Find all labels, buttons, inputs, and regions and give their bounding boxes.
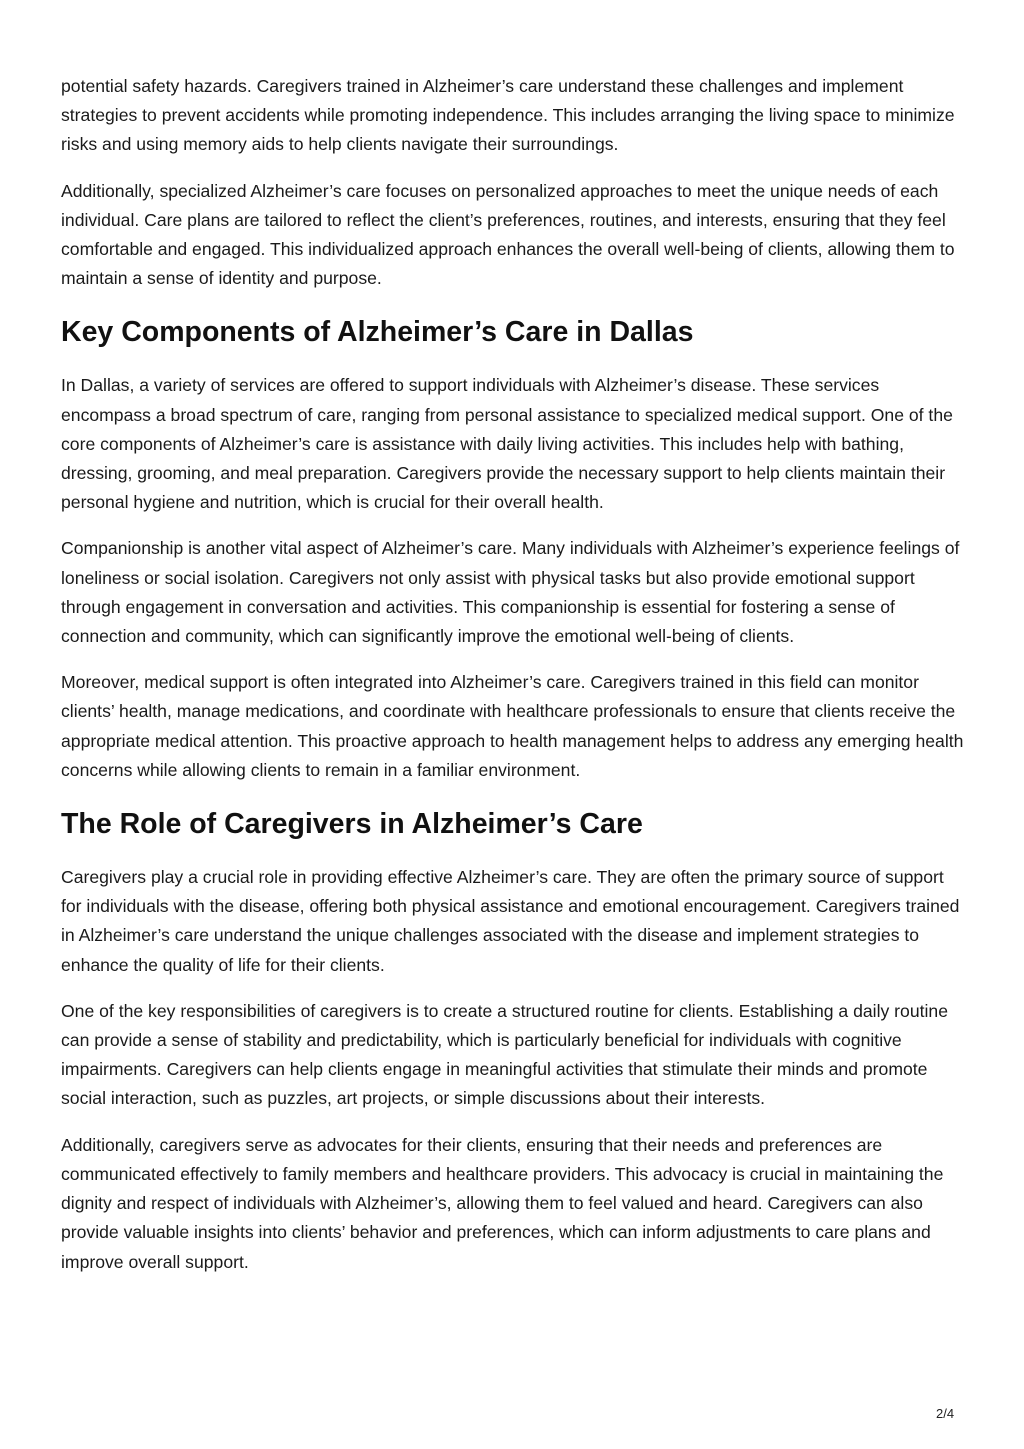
section-paragraph: Caregivers play a crucial role in providing effective Alzheimer’s care. They are often the primary source of support for individuals with the disease, offering both physical assistance and emotional encouragement. Caregivers trained in Alzheimer’s care understand the unique challenges associated with the disease and implement strategies to enhance the quality of life for their clients.: [61, 867, 960, 975]
section-paragraph: One of the key responsibilities of caregivers is to create a structured routine for clients. Establishing a daily routine can provide a sense of stability and predictability, which is particularly beneficial for individuals with cognitive impairments. Caregivers can help clients engage in meaningful activities that stimulate their minds and promote social interaction, such as puzzles, art projects, or simple discussions about their interests.: [61, 1000, 948, 1109]
intro-paragraph: Additionally, specialized Alzheimer’s care focuses on personalized approaches to meet the unique needs of each individual. Care plans are tailored to reflect the client’s preferences, routines, and interests, ensuring that they feel comfortable and engaged. This individualized approach enhances the overall well-being of clients, allowing them to maintain a sense of identity and purpose.: [61, 180, 955, 289]
section-paragraph: Companionship is another vital aspect of Alzheimer’s care. Many individuals with Alzheimer’s experience feelings of loneliness or social isolation. Caregivers not only assist with physical tasks but also provide emotional support through engagement in conversation and activities. This companionship is essential for fostering a sense of connection and community, which can significantly improve the emotional well-being of clients.: [61, 538, 960, 647]
section-key-components: [61, 315, 967, 785]
page-number: 2/4: [936, 1406, 955, 1421]
intro-paragraph: potential safety hazards. Caregivers trained in Alzheimer’s care understand these challenges and implement strategies to prevent accidents while promoting independence. This includes arranging the living space to minimize risks and using memory aids to help clients navigate their surroundings.: [61, 76, 955, 155]
section-heading: Key Components of Alzheimer’s Care in Dallas: [61, 316, 694, 349]
section-paragraph: Moreover, medical support is often integrated into Alzheimer’s care. Caregivers trained in this field can monitor clients’ health, manage medications, and coordinate with healthcare professionals to ensure that clients receive the appropriate medical attention. This proactive approach to health management helps to address any emerging health concerns while allowing clients to remain in a familiar environment.: [61, 672, 964, 780]
document-page: [61, 72, 967, 1294]
section-paragraph: In Dallas, a variety of services are offered to support individuals with Alzheimer’s disease. These services encompass a broad spectrum of care, ranging from personal assistance to specialized medical support. One of the core components of Alzheimer’s care is assistance with daily living activities. This includes help with bathing, dressing, grooming, and meal preparation. Caregivers provide the necessary support to help clients maintain their personal hygiene and nutrition, which is crucial for their overall health.: [61, 375, 953, 513]
section-heading: The Role of Caregivers in Alzheimer’s Care: [61, 808, 643, 841]
section-role-of-caregivers: [61, 807, 967, 1277]
section-paragraph: Additionally, caregivers serve as advocates for their clients, ensuring that their needs and preferences are communicated effectively to family members and healthcare providers. This advocacy is crucial in maintaining the dignity and respect of individuals with Alzheimer’s, allowing them to feel valued and heard. Caregivers can also provide valuable insights into clients’ behavior and preferences, which can inform adjustments to care plans and improve overall support.: [61, 1134, 944, 1272]
